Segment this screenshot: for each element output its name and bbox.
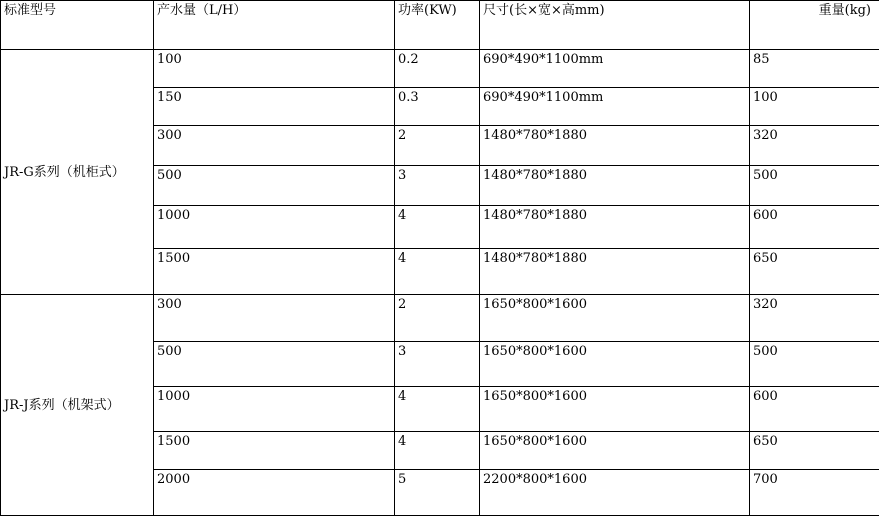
group-label-jr-j: JR-J系列（机架式） [1,295,154,516]
cell-power: 0.2 [395,50,480,88]
table-row [1,295,879,342]
cell-weight: 320 [750,126,879,166]
cell-output: 1500 [154,249,395,295]
cell-weight: 600 [750,387,879,432]
header-power: 功率(KW) [395,1,480,50]
cell-size: 1480*780*1880 [480,249,750,295]
cell-weight: 700 [750,470,879,516]
cell-power: 5 [395,470,480,516]
header-size: 尺寸(长×宽×高mm) [480,1,750,50]
group-label-jr-g: JR-G系列（机柜式） [1,50,154,295]
cell-weight: 500 [750,342,879,387]
cell-power: 2 [395,295,480,342]
table-row [1,50,879,88]
cell-power: 4 [395,387,480,432]
cell-power: 0.3 [395,88,480,126]
cell-size: 1650*800*1600 [480,342,750,387]
cell-size: 1650*800*1600 [480,295,750,342]
cell-weight: 650 [750,432,879,470]
cell-output: 100 [154,50,395,88]
cell-weight: 85 [750,50,879,88]
cell-output: 300 [154,295,395,342]
cell-output: 150 [154,88,395,126]
cell-output: 2000 [154,470,395,516]
cell-size: 1480*780*1880 [480,166,750,206]
cell-weight: 600 [750,206,879,249]
cell-weight: 650 [750,249,879,295]
cell-size: 690*490*1100mm [480,88,750,126]
cell-output: 1500 [154,432,395,470]
cell-output: 500 [154,342,395,387]
header-model: 标准型号 [1,1,154,50]
cell-output: 1000 [154,387,395,432]
cell-output: 1000 [154,206,395,249]
cell-power: 3 [395,342,480,387]
cell-size: 1650*800*1600 [480,387,750,432]
cell-power: 4 [395,249,480,295]
cell-size: 690*490*1100mm [480,50,750,88]
cell-power: 4 [395,206,480,249]
cell-output: 500 [154,166,395,206]
cell-size: 2200*800*1600 [480,470,750,516]
header-output: 产水量（L/H） [154,1,395,50]
cell-size: 1480*780*1880 [480,126,750,166]
cell-weight: 100 [750,88,879,126]
cell-size: 1650*800*1600 [480,432,750,470]
cell-power: 2 [395,126,480,166]
header-weight: 重量(kg) [750,1,879,50]
cell-power: 3 [395,166,480,206]
cell-weight: 500 [750,166,879,206]
cell-weight: 320 [750,295,879,342]
cell-output: 300 [154,126,395,166]
header-row [1,1,879,50]
cell-size: 1480*780*1880 [480,206,750,249]
cell-power: 4 [395,432,480,470]
